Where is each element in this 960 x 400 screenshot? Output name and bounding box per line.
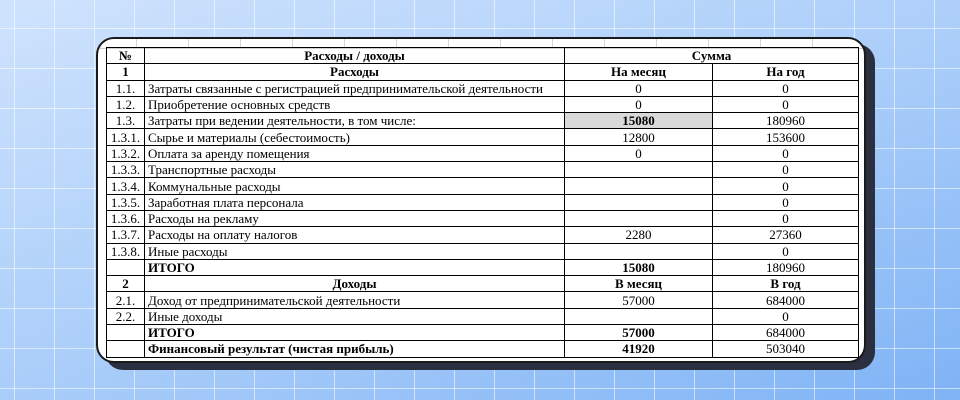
row-month-cell[interactable] <box>565 308 713 324</box>
row-year-cell[interactable]: 27360 <box>713 227 859 243</box>
row-label-cell[interactable]: Приобретение основных средств <box>145 96 565 112</box>
table-row <box>107 210 859 226</box>
row-label-cell[interactable]: Оплата за аренду помещения <box>145 145 565 161</box>
row-num-cell[interactable]: 1.3.2. <box>107 145 145 161</box>
row-year-cell[interactable]: 153600 <box>713 129 859 145</box>
header-sum-cell[interactable]: Сумма <box>565 48 859 64</box>
row-month-cell[interactable]: 57000 <box>565 292 713 308</box>
total-month-cell[interactable]: 57000 <box>565 325 713 341</box>
row-num-cell[interactable] <box>107 341 145 357</box>
row-year-cell[interactable]: 0 <box>713 80 859 96</box>
row-year-cell[interactable]: 0 <box>713 194 859 210</box>
table-row <box>107 162 859 178</box>
row-label-cell[interactable]: Сырье и материалы (себестоимость) <box>145 129 565 145</box>
table-row <box>107 194 859 210</box>
column-year-cell[interactable]: На год <box>713 64 859 80</box>
row-label-cell[interactable]: Заработная плата персонала <box>145 194 565 210</box>
row-num-cell[interactable] <box>107 259 145 275</box>
row-label-cell[interactable]: Доход от предпринимательской деятельности <box>145 292 565 308</box>
selected-month-cell[interactable]: 15080 <box>565 113 713 129</box>
expenses-total-row <box>107 259 859 275</box>
row-num-cell[interactable]: 1.3.7. <box>107 227 145 243</box>
row-num-cell[interactable]: 1.3.8. <box>107 243 145 259</box>
finance-table <box>106 47 859 358</box>
table-row <box>107 178 859 194</box>
result-label-cell[interactable]: Финансовый результат (чистая прибыль) <box>145 341 565 357</box>
row-month-cell[interactable]: 12800 <box>565 129 713 145</box>
row-year-cell[interactable]: 0 <box>713 145 859 161</box>
income-section-row <box>107 276 859 292</box>
row-label-cell[interactable]: Коммунальные расходы <box>145 178 565 194</box>
row-month-cell[interactable]: 0 <box>565 145 713 161</box>
table-row <box>107 308 859 324</box>
row-num-cell[interactable]: 1.3.5. <box>107 194 145 210</box>
table-row <box>107 96 859 112</box>
row-num-cell[interactable]: 1.3.6. <box>107 210 145 226</box>
income-total-row <box>107 325 859 341</box>
row-num-cell[interactable]: 1.3.1. <box>107 129 145 145</box>
row-month-cell[interactable] <box>565 194 713 210</box>
spreadsheet-card <box>96 37 866 363</box>
row-num-cell[interactable]: 1.3. <box>107 113 145 129</box>
row-label-cell[interactable]: Иные расходы <box>145 243 565 259</box>
table-row <box>107 145 859 161</box>
table-header-row <box>107 48 859 64</box>
row-num-cell[interactable]: 1.3.3. <box>107 162 145 178</box>
total-month-cell[interactable]: 15080 <box>565 259 713 275</box>
row-label-cell[interactable]: Затраты при ведении деятельности, в том числе: <box>145 113 565 129</box>
row-month-cell[interactable]: 0 <box>565 96 713 112</box>
row-num-cell[interactable]: 1.2. <box>107 96 145 112</box>
total-year-cell[interactable]: 684000 <box>713 325 859 341</box>
row-year-cell[interactable]: 0 <box>713 308 859 324</box>
row-label-cell[interactable]: Транспортные расходы <box>145 162 565 178</box>
table-row <box>107 227 859 243</box>
header-item-cell[interactable]: Расходы / доходы <box>145 48 565 64</box>
table-row <box>107 80 859 96</box>
row-num-cell[interactable] <box>107 325 145 341</box>
row-label-cell[interactable]: Затраты связанные с регистрацией предпринимательской деятельности <box>145 80 565 96</box>
row-num-cell[interactable]: 1.3.4. <box>107 178 145 194</box>
row-label-cell[interactable]: Расходы на рекламу <box>145 210 565 226</box>
row-month-cell[interactable] <box>565 243 713 259</box>
row-label-cell[interactable]: Иные доходы <box>145 308 565 324</box>
section-title-cell[interactable]: Расходы <box>145 64 565 80</box>
row-month-cell[interactable]: 0 <box>565 80 713 96</box>
result-year-cell[interactable]: 503040 <box>713 341 859 357</box>
row-year-cell[interactable]: 0 <box>713 178 859 194</box>
section-num-cell[interactable]: 2 <box>107 276 145 292</box>
row-year-cell[interactable]: 684000 <box>713 292 859 308</box>
row-year-cell[interactable]: 0 <box>713 210 859 226</box>
total-year-cell[interactable]: 180960 <box>713 259 859 275</box>
row-year-cell[interactable]: 0 <box>713 96 859 112</box>
row-num-cell[interactable]: 1.1. <box>107 80 145 96</box>
table-row <box>107 113 859 129</box>
section-title-cell[interactable]: Доходы <box>145 276 565 292</box>
column-year-cell[interactable]: В год <box>713 276 859 292</box>
header-num-cell[interactable]: № <box>107 48 145 64</box>
section-num-cell[interactable]: 1 <box>107 64 145 80</box>
result-month-cell[interactable]: 41920 <box>565 341 713 357</box>
row-year-cell[interactable]: 180960 <box>713 113 859 129</box>
row-year-cell[interactable]: 0 <box>713 162 859 178</box>
total-label-cell[interactable]: ИТОГО <box>145 259 565 275</box>
row-month-cell[interactable] <box>565 178 713 194</box>
column-month-cell[interactable]: В месяц <box>565 276 713 292</box>
row-month-cell[interactable] <box>565 162 713 178</box>
row-label-cell[interactable]: Расходы на оплату налогов <box>145 227 565 243</box>
row-year-cell[interactable]: 0 <box>713 243 859 259</box>
financial-result-row <box>107 341 859 357</box>
row-num-cell[interactable]: 2.1. <box>107 292 145 308</box>
row-month-cell[interactable]: 2280 <box>565 227 713 243</box>
expenses-section-row <box>107 64 859 80</box>
row-num-cell[interactable]: 2.2. <box>107 308 145 324</box>
table-row <box>107 292 859 308</box>
total-label-cell[interactable]: ИТОГО <box>145 325 565 341</box>
table-row <box>107 243 859 259</box>
column-month-cell[interactable]: На месяц <box>565 64 713 80</box>
table-row <box>107 129 859 145</box>
row-month-cell[interactable] <box>565 210 713 226</box>
